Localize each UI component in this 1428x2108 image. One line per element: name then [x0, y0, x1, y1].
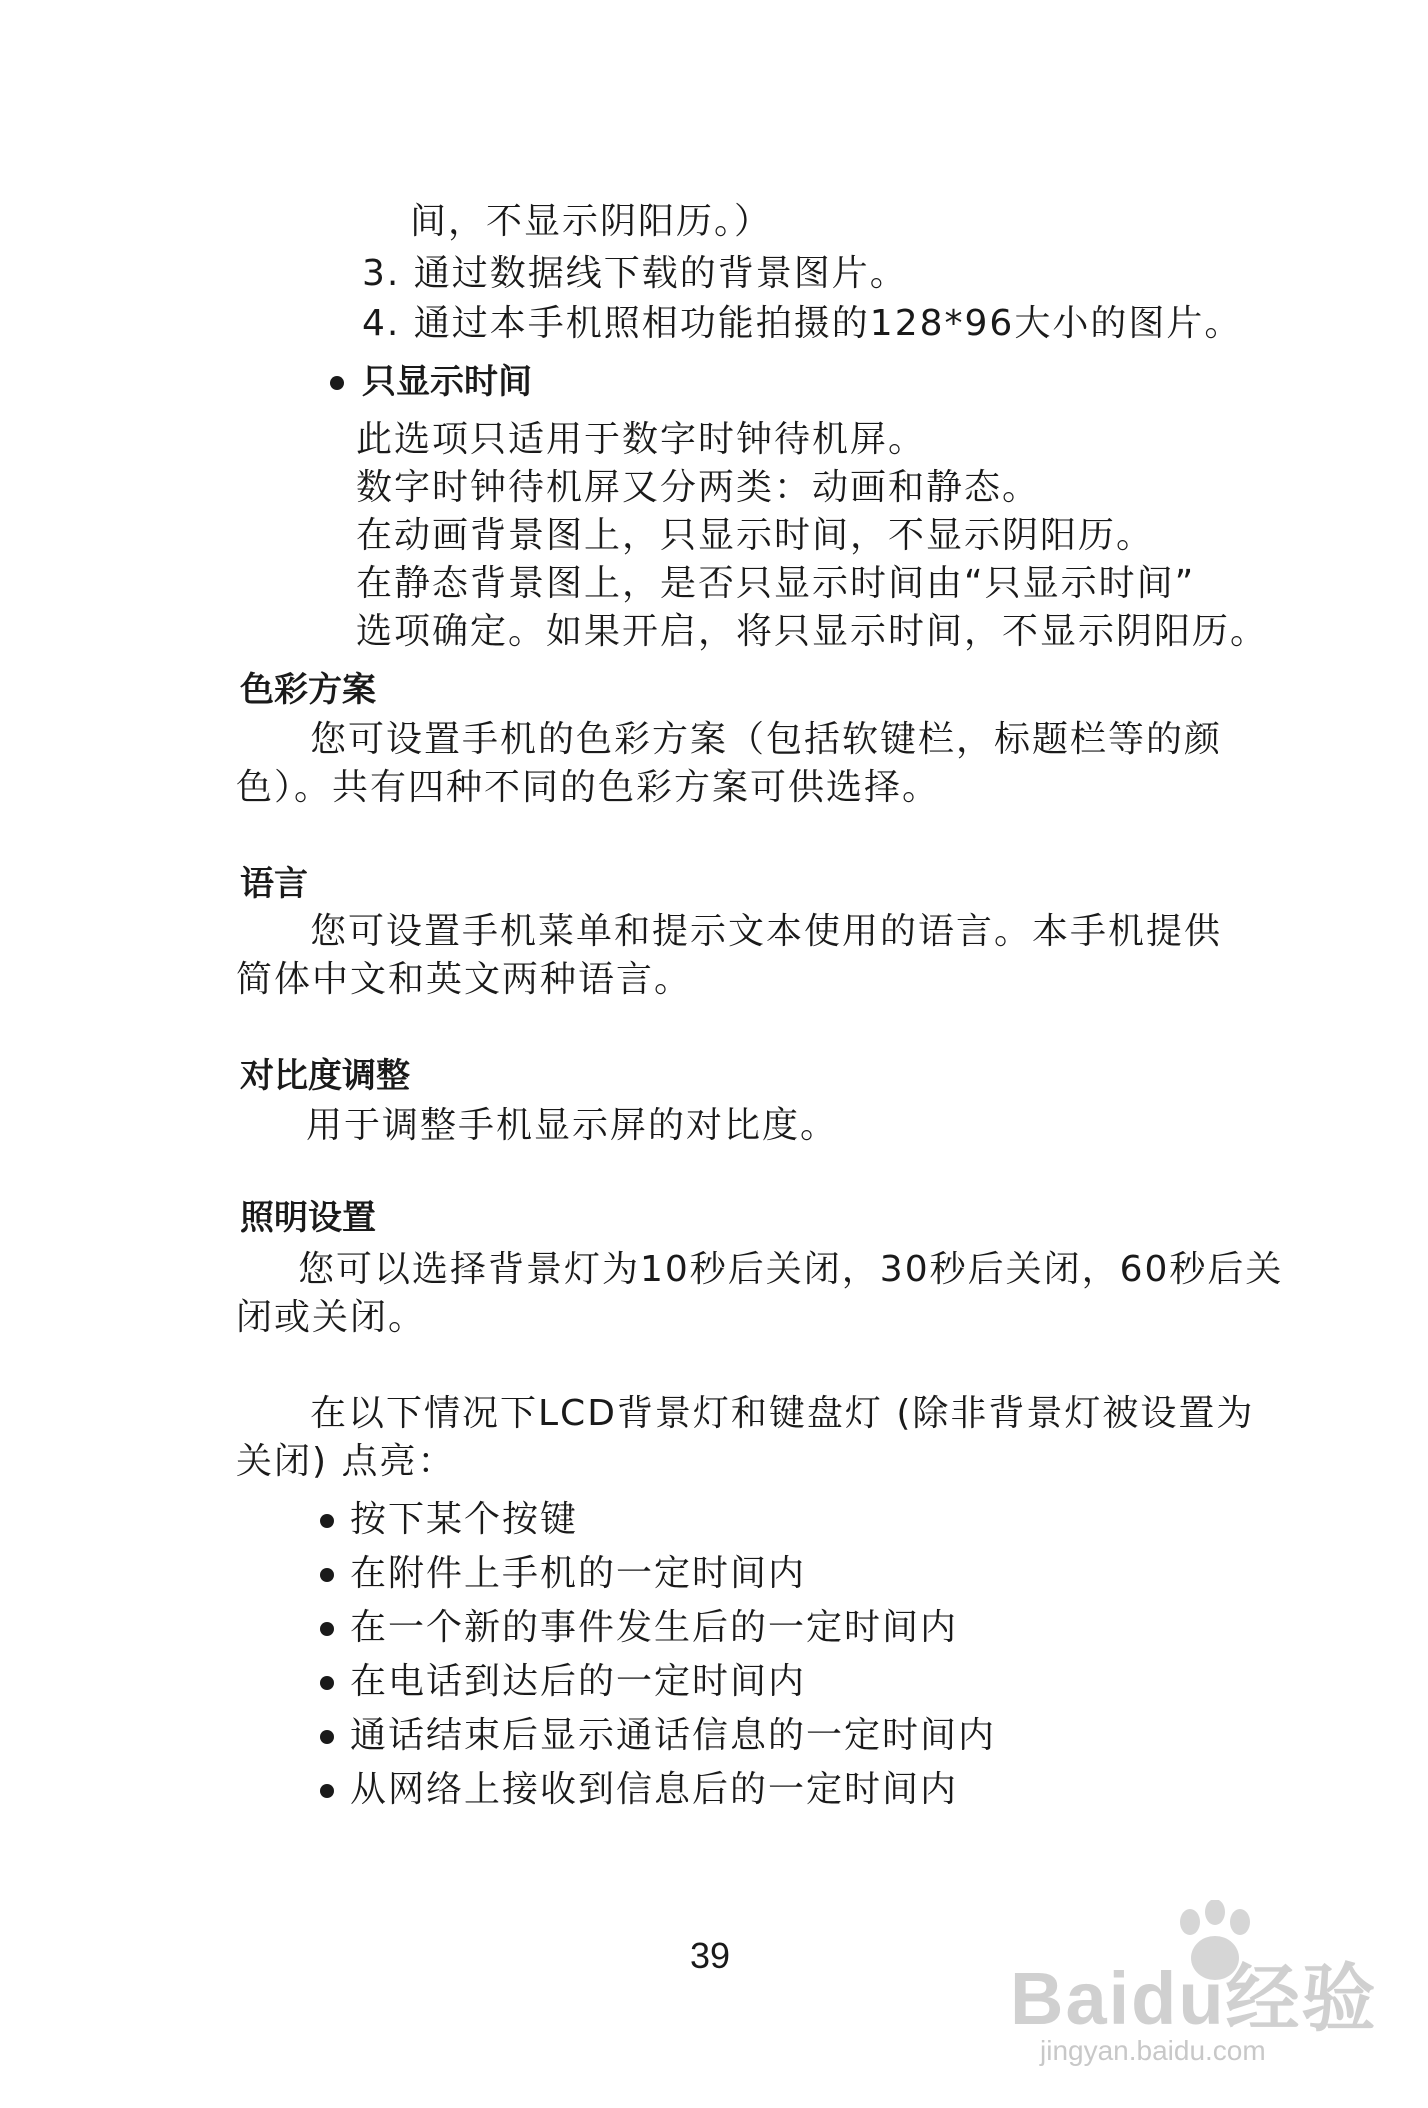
lighting-intro-line: 关闭) 点亮：	[236, 1441, 456, 1482]
display-time-line: 选项确定。如果开启，将只显示时间，不显示阴阳历。	[356, 611, 1269, 652]
bullet-icon	[320, 1730, 334, 1744]
bullet-icon	[320, 1622, 334, 1636]
watermark-url: jingyan.baidu.com	[1040, 2035, 1266, 2066]
display-time-line: 此选项只适用于数字时钟待机屏。	[356, 419, 927, 460]
bullet-icon	[320, 1514, 334, 1528]
display-time-line: 数字时钟待机屏又分两类：动画和静态。	[356, 467, 1041, 508]
bullet-icon	[320, 1676, 334, 1690]
color-scheme-line: 色）。共有四种不同的色彩方案可供选择。	[236, 767, 941, 808]
display-time-line: 在动画背景图上，只显示时间，不显示阴阳历。	[356, 515, 1155, 556]
lighting-heading: 照明设置	[240, 1198, 376, 1238]
continuation-line: 间，不显示阴阳历。）	[410, 201, 773, 242]
language-line: 简体中文和英文两种语言。	[236, 959, 693, 1000]
color-scheme-heading: 色彩方案	[240, 670, 376, 710]
contrast-line: 用于调整手机显示屏的对比度。	[306, 1105, 839, 1146]
list-item: 通话结束后显示通话信息的一定时间内	[350, 1715, 997, 1756]
list-item-4: 4. 通过本手机照相功能拍摄的128*96大小的图片。	[362, 303, 1243, 344]
bullet-icon	[320, 1568, 334, 1582]
display-time-heading: 只显示时间	[362, 362, 532, 402]
baidu-watermark	[1010, 1900, 1410, 2090]
lighting-line: 您可以选择背景灯为10秒后关闭，30秒后关闭，60秒后关	[298, 1249, 1284, 1290]
bullet-icon	[320, 1784, 334, 1798]
watermark-logo: Baidu经验	[1010, 1957, 1378, 2040]
list-item: 在电话到达后的一定时间内	[350, 1661, 807, 1702]
lighting-line: 闭或关闭。	[236, 1297, 427, 1338]
list-item: 在附件上手机的一定时间内	[350, 1553, 807, 1594]
color-scheme-line: 您可设置手机的色彩方案（包括软键栏，标题栏等的颜	[310, 719, 1223, 760]
bullet-icon	[330, 376, 344, 390]
contrast-heading: 对比度调整	[240, 1056, 410, 1096]
display-time-line: 在静态背景图上，是否只显示时间由“只显示时间”	[356, 563, 1196, 604]
list-item: 按下某个按键	[350, 1499, 579, 1540]
lighting-intro-line: 在以下情况下LCD背景灯和键盘灯 (除非背景灯被设置为	[310, 1393, 1255, 1434]
language-heading: 语言	[240, 864, 308, 904]
list-item: 从网络上接收到信息后的一定时间内	[350, 1769, 959, 1810]
list-item-3: 3. 通过数据线下载的背景图片。	[362, 253, 908, 294]
list-item: 在一个新的事件发生后的一定时间内	[350, 1607, 959, 1648]
page-number: 39	[690, 1935, 731, 1976]
language-line: 您可设置手机菜单和提示文本使用的语言。本手机提供	[310, 911, 1223, 952]
